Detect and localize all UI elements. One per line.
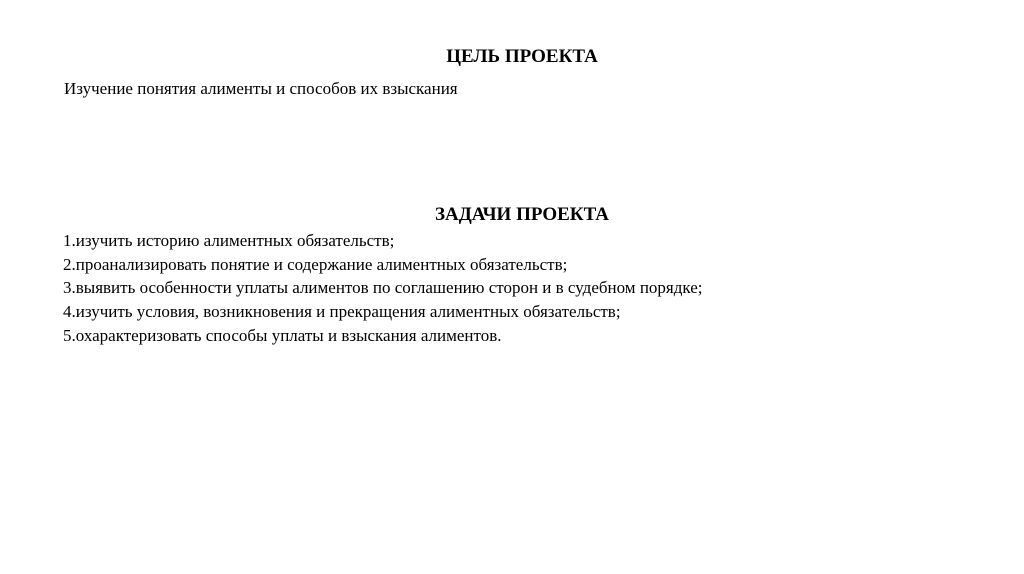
task-item: 4.изучить условия, возникновения и прекращения алиментных обязательств; [63,302,621,322]
task-item: 3.выявить особенности уплаты алиментов по соглашению сторон и в судебном порядке; [63,278,703,298]
task-list [63,229,702,348]
goal-text: Изучение понятия алименты и способов их взыскания [64,79,458,98]
task-item: 5.охарактеризовать способы уплаты и взыскания алиментов. [63,325,502,345]
task-item: 1.изучить историю алиментных обязательств; [63,231,395,250]
tasks-heading: ЗАДАЧИ ПРОЕКТА [434,204,610,225]
task-item: 2.проанализировать понятие и содержание алиментных обязательств; [63,254,568,274]
goal-heading: ЦЕЛЬ ПРОЕКТА [446,46,598,67]
